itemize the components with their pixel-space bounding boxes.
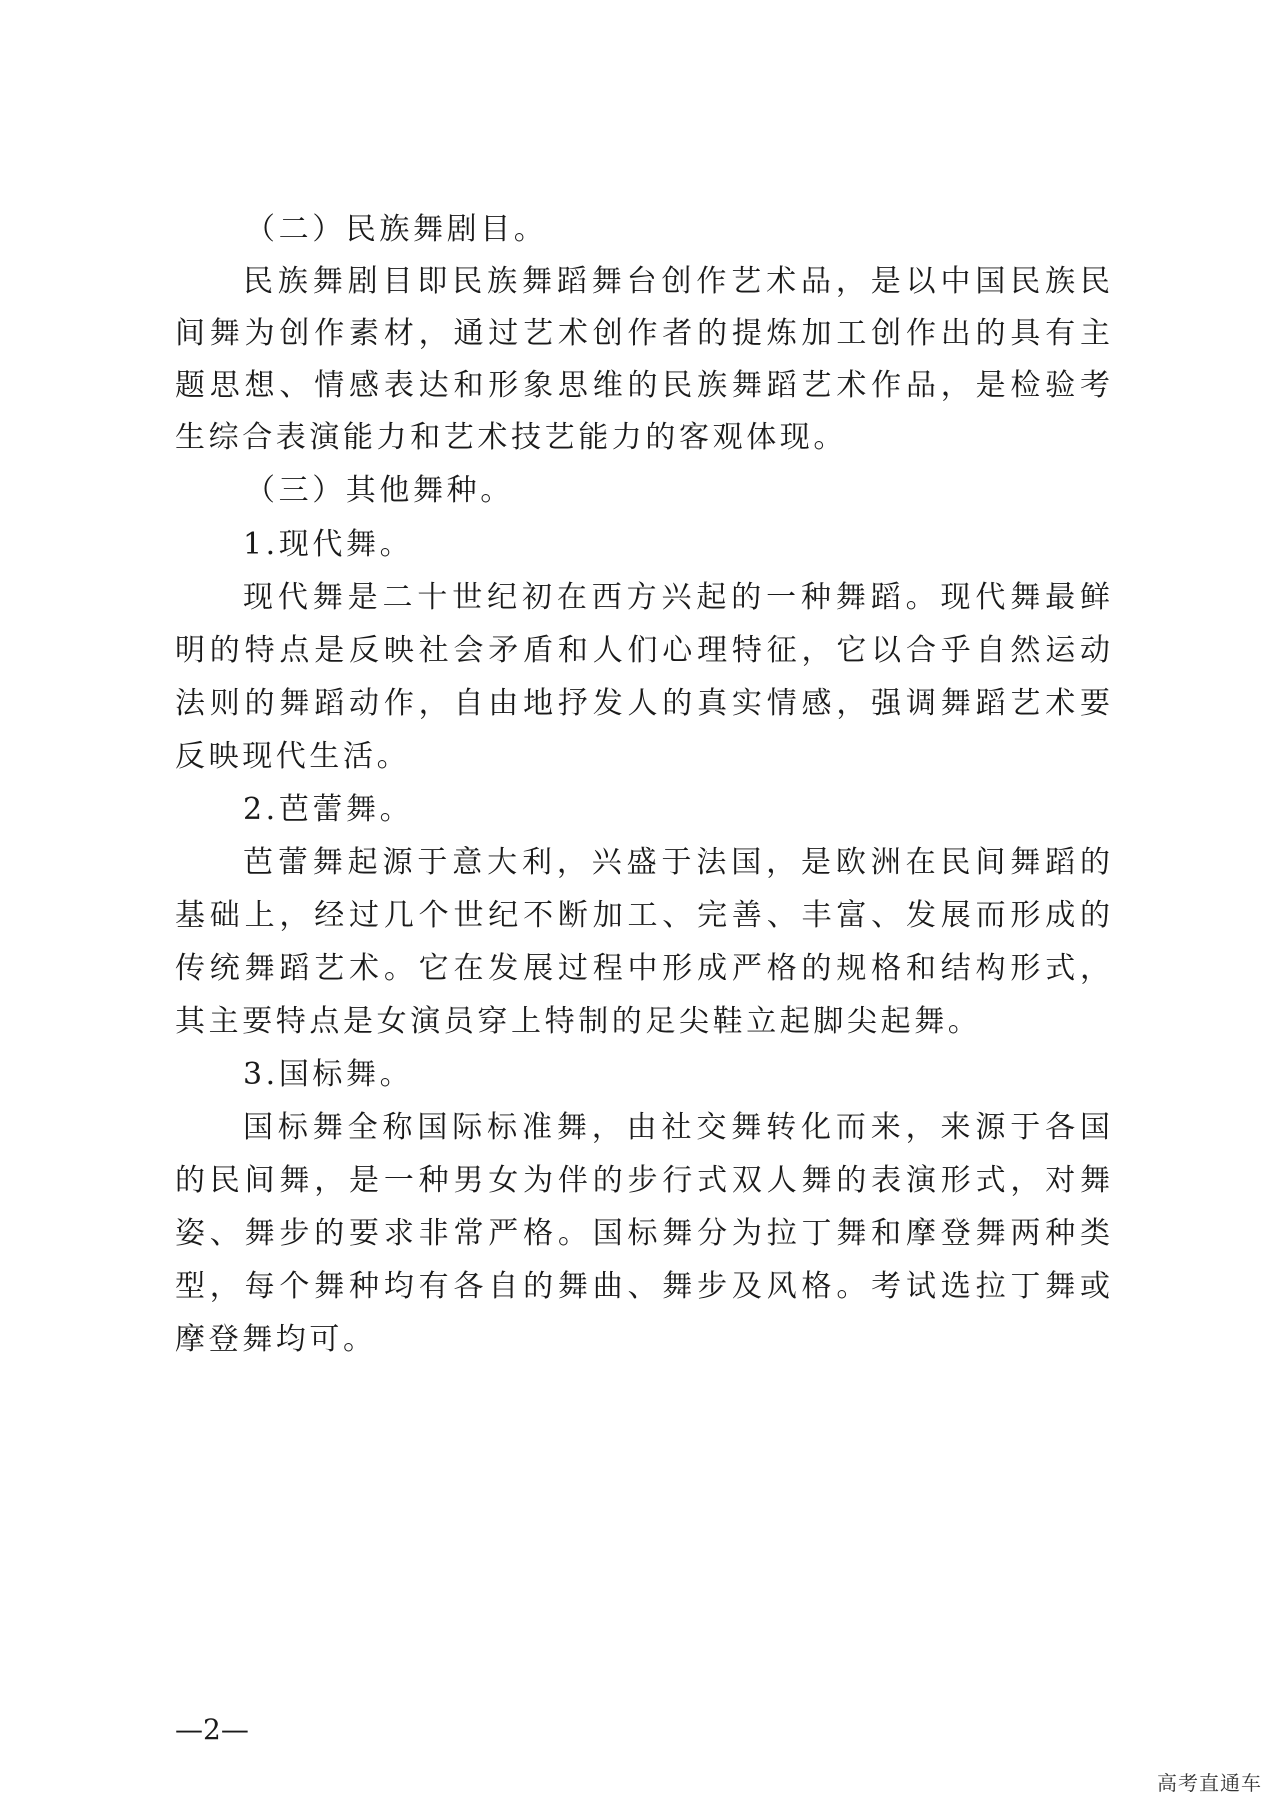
paragraph-line: 其主要特点是女演员穿上特制的足尖鞋立起脚尖起舞。 — [175, 1004, 982, 1039]
section-heading-other-dances: （三）其他舞种。 — [245, 473, 514, 508]
paragraph-line: 传统舞蹈艺术。它在发展过程中形成严格的规格和结构形式， — [175, 951, 1110, 986]
paragraph-line: 国标舞全称国际标准舞，由社交舞转化而来，来源于各国 — [243, 1110, 1110, 1145]
paragraph-line: 反映现代生活。 — [175, 739, 411, 774]
paragraph-line: 的民间舞，是一种男女为伴的步行式双人舞的表演形式，对舞 — [175, 1163, 1110, 1198]
paragraph-line: 芭蕾舞起源于意大利，兴盛于法国，是欧洲在民间舞蹈的 — [243, 845, 1110, 880]
subheading-ballet: 2.芭蕾舞。 — [243, 792, 414, 827]
paragraph-line: 姿、舞步的要求非常严格。国标舞分为拉丁舞和摩登舞两种类 — [175, 1216, 1110, 1251]
paragraph-line: 摩登舞均可。 — [175, 1322, 377, 1357]
section-heading-ethnic-repertoire: （二）民族舞剧目。 — [245, 212, 548, 247]
watermark: 高考直通车 — [1157, 1771, 1262, 1795]
paragraph-line: 基础上，经过几个世纪不断加工、完善、丰富、发展而形成的 — [175, 898, 1110, 933]
paragraph-line: 法则的舞蹈动作，自由地抒发人的真实情感，强调舞蹈艺术要 — [175, 686, 1110, 721]
paragraph-line: 民族舞剧目即民族舞蹈舞台创作艺术品，是以中国民族民 — [243, 264, 1110, 299]
paragraph-line: 型，每个舞种均有各自的舞曲、舞步及风格。考试选拉丁舞或 — [175, 1269, 1110, 1304]
subheading-ballroom-dance: 3.国标舞。 — [243, 1057, 414, 1092]
subheading-modern-dance: 1.现代舞。 — [243, 527, 414, 562]
paragraph-line: 间舞为创作素材，通过艺术创作者的提炼加工创作出的具有主 — [175, 316, 1110, 351]
paragraph-line: 题思想、情感表达和形象思维的民族舞蹈艺术作品，是检验考 — [175, 368, 1110, 403]
paragraph-line: 现代舞是二十世纪初在西方兴起的一种舞蹈。现代舞最鲜 — [243, 580, 1110, 615]
paragraph-line: 生综合表演能力和艺术技艺能力的客观体现。 — [175, 420, 847, 455]
page-number: —2— — [175, 1713, 249, 1746]
paragraph-line: 明的特点是反映社会矛盾和人们心理特征，它以合乎自然运动 — [175, 633, 1110, 668]
